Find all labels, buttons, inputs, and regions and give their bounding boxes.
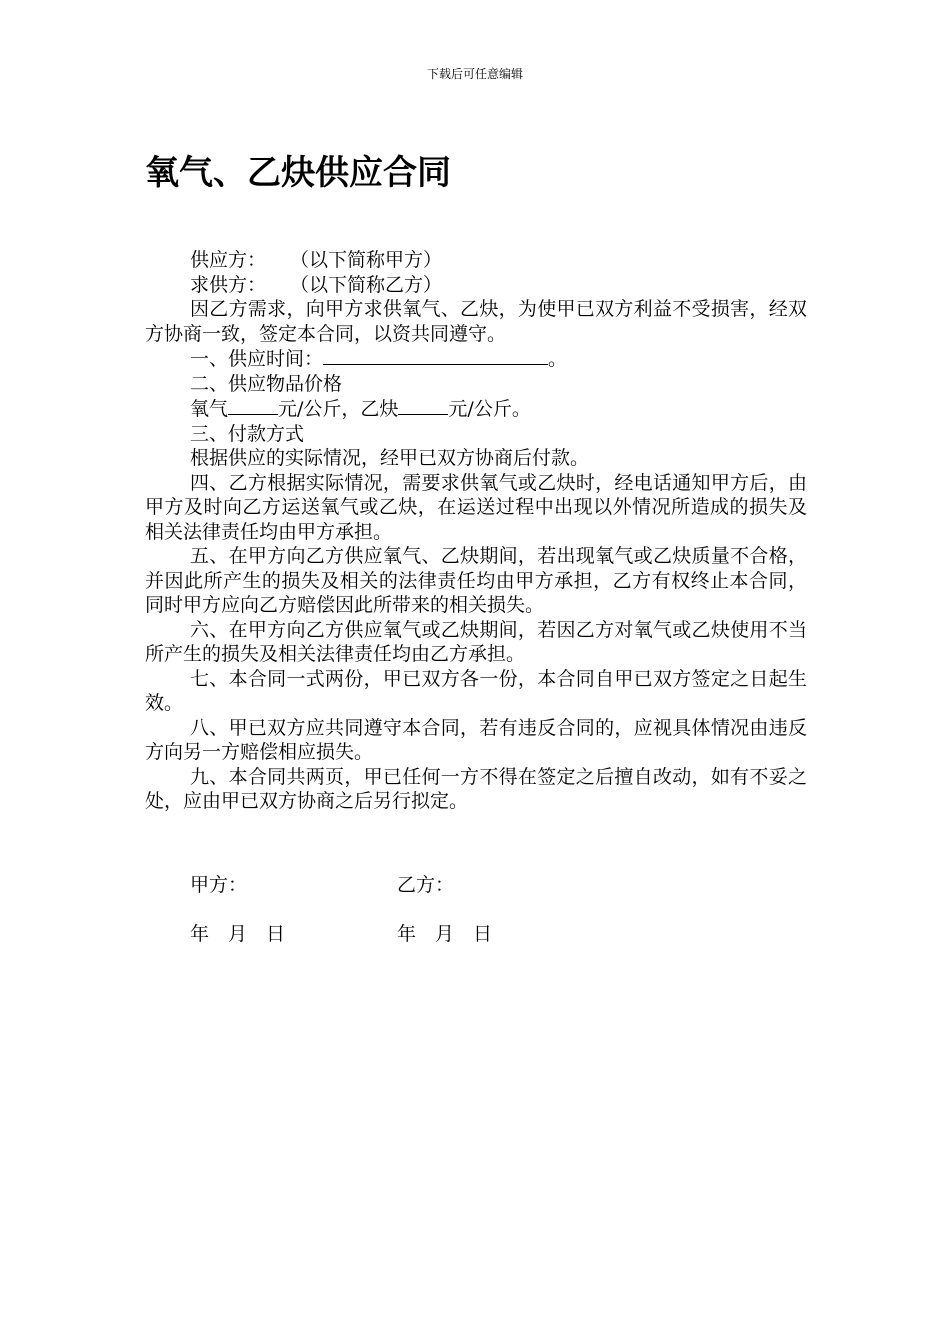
page-header-note: 下载后可任意编辑 [426, 67, 523, 81]
clause-2-label: 二、供应物品价格 [190, 372, 343, 395]
buyer-line [145, 273, 807, 298]
party-b-date: 年 月 日 [397, 923, 493, 945]
buyer-label: 求供方： [190, 273, 267, 296]
party-a-signature: 甲方： [190, 874, 248, 896]
contract-body [145, 248, 807, 814]
clause-7: 七、本合同一式两份，甲已双方各一份，本合同自甲已双方签定之日起生效。 [145, 667, 807, 714]
supplier-note: （以下简称甲方） [290, 249, 443, 271]
oxygen-label: 氧气 [190, 398, 229, 420]
acetylene-price-blank [398, 396, 448, 415]
intro-paragraph: 因乙方需求，向甲方求供氧气、乙炔，为使甲已双方利益不受损害，经双方协商一致，签定本合同，以资共同遵守。 [145, 298, 807, 345]
supplier-label: 供应方： [190, 249, 267, 271]
clause-2-prices [145, 396, 807, 422]
signature-dates [190, 922, 492, 946]
clause-9: 九、本合同共两页，甲已任何一方不得在签定之后擅自改动，如有不妥之处，应由甲已双方协商之后另行拟定。 [145, 765, 807, 812]
buyer-note: （以下简称乙方） [290, 273, 443, 296]
clause-6: 六、在甲方向乙方供应氧气或乙炔期间，若因乙方对氧气或乙炔使用不当所产生的损失及相关法律责任均由乙方承担。 [145, 618, 807, 665]
clause-4: 四、乙方根据实际情况，需要求供氧气或乙炔时，经电话通知甲方后，由甲方及时向乙方运送氧气或乙炔，在运送过程中出现以外情况所造成的损失及相关法律责任均由甲方承担。 [145, 471, 807, 543]
price-unit-2: 元/公斤。 [448, 398, 531, 420]
price-unit-1: 元/公斤，乙炔 [278, 398, 399, 420]
clause-3-label: 三、付款方式 [190, 422, 305, 445]
clause-1-label: 一、供应时间： [190, 348, 324, 370]
clause-3-text: 根据供应的实际情况，经甲已双方协商后付款。 [190, 447, 590, 469]
party-b-signature: 乙方： [397, 874, 455, 896]
signature-parties [190, 873, 454, 897]
contract-title: 氧气、乙炔供应合同 [145, 153, 451, 193]
clause-1-supply-time [145, 346, 807, 372]
clause-8: 八、甲已双方应共同遵守本合同，若有违反合同的，应视具体情况由违反方向另一方赔偿相应损失。 [145, 716, 807, 763]
supply-time-blank [323, 346, 548, 365]
party-a-date: 年 月 日 [190, 923, 286, 945]
clause-1-end: 。 [548, 348, 568, 370]
clause-5: 五、在甲方向乙方供应氧气、乙炔期间，若出现氧气或乙炔质量不合格，并因此所产生的损失及相关的法律责任均由甲方承担，乙方有权终止本合同，同时甲方应向乙方赔偿因此所带来的相关损失。 [145, 545, 807, 616]
supplier-line [145, 248, 807, 273]
oxygen-price-blank [228, 396, 278, 415]
